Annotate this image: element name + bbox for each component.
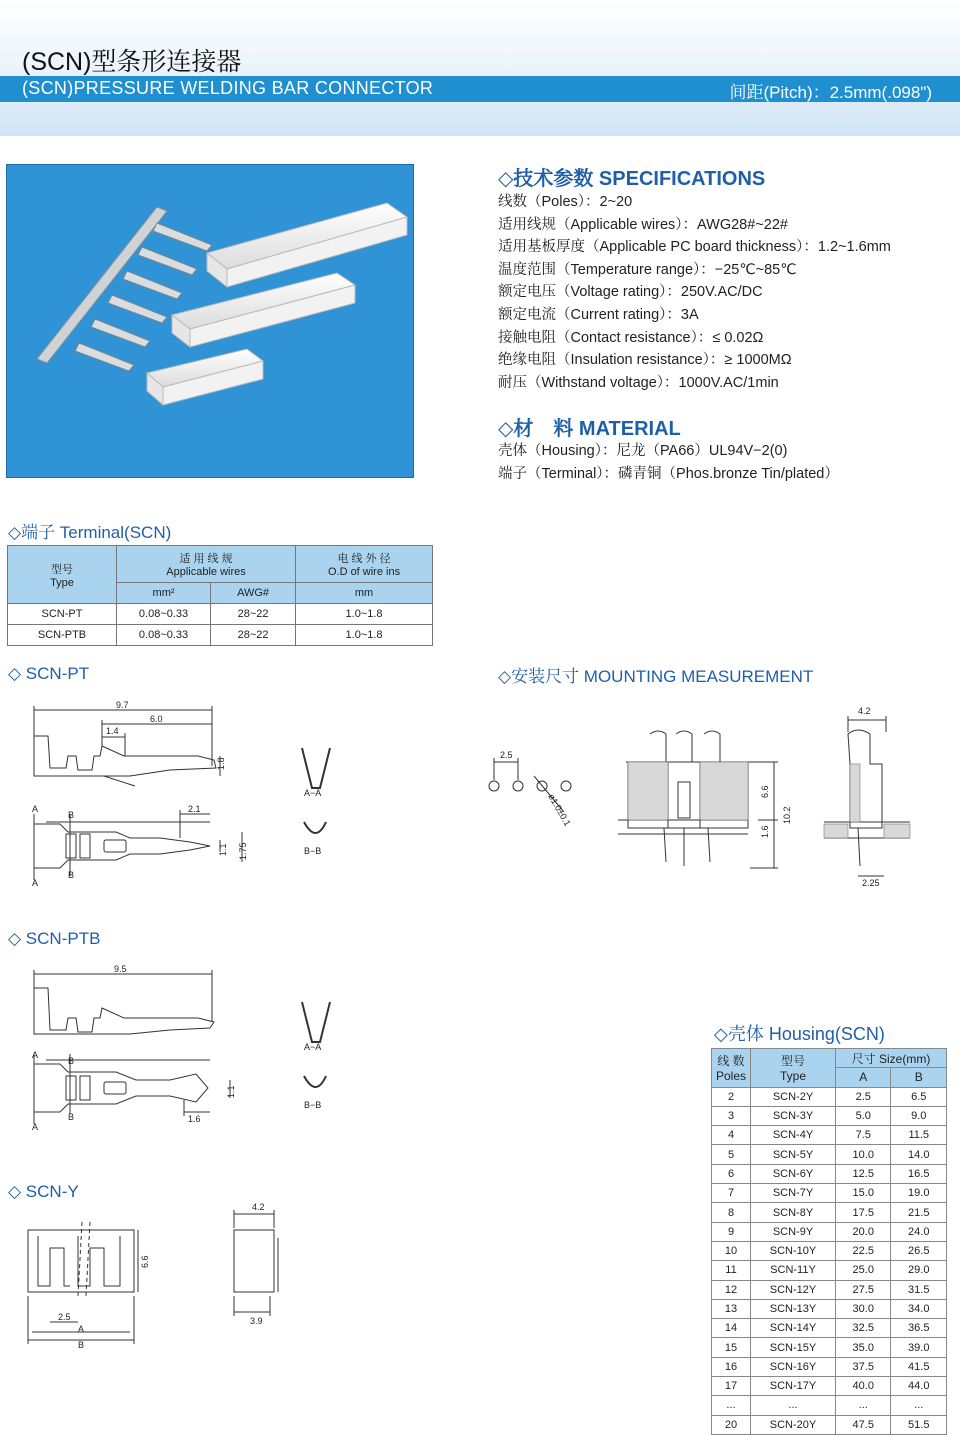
table-row: 16 SCN-16Y 37.5 41.5 bbox=[712, 1357, 947, 1376]
terminal-subheader-awg: AWG# bbox=[211, 583, 296, 604]
page-title-cn: (SCN)型条形连接器 bbox=[22, 48, 242, 76]
svg-text:3.9: 3.9 bbox=[250, 1316, 263, 1326]
table-row: SCN-PT 0.08~0.33 28~22 1.0~1.8 bbox=[8, 604, 433, 625]
terminal-subheader-mm: mm bbox=[296, 583, 433, 604]
spec-voltage-rating: 额定电压（Voltage rating）：250V.AC/DC bbox=[498, 284, 763, 301]
scn-ptb-heading: ◇ SCN-PTB bbox=[8, 929, 101, 948]
svg-text:2.5: 2.5 bbox=[58, 1312, 71, 1322]
svg-text:1.1: 1.1 bbox=[218, 843, 228, 856]
svg-text:A: A bbox=[32, 878, 39, 888]
table-row: 4 SCN-4Y 7.5 11.5 bbox=[712, 1126, 947, 1145]
table-row: SCN-PTB 0.08~0.33 28~22 1.0~1.8 bbox=[8, 625, 433, 646]
svg-text:6.6: 6.6 bbox=[140, 1255, 150, 1268]
housing-header-poles: 线 数 Poles bbox=[712, 1049, 751, 1088]
scn-pt-heading: ◇ SCN-PT bbox=[8, 664, 90, 683]
table-row: 17 SCN-17Y 40.0 44.0 bbox=[712, 1377, 947, 1396]
svg-text:A: A bbox=[32, 1122, 39, 1132]
svg-text:A−A: A−A bbox=[304, 788, 322, 798]
terminal-heading: ◇端子 Terminal(SCN) bbox=[8, 523, 172, 542]
table-row: 3 SCN-3Y 5.0 9.0 bbox=[712, 1106, 947, 1125]
table-row: 13 SCN-13Y 30.0 34.0 bbox=[712, 1299, 947, 1318]
terminal-table bbox=[7, 545, 433, 646]
terminal-header-wires: 适 用 线 规 Applicable wires bbox=[117, 546, 296, 583]
table-row: 11 SCN-11Y 25.0 29.0 bbox=[712, 1261, 947, 1280]
material-housing: 壳体（Housing）：尼龙（PA66）UL94V−2(0) bbox=[498, 443, 788, 459]
spec-insulation-resistance: 绝缘电阻（Insulation resistance）：≥ 1000MΩ bbox=[498, 352, 792, 369]
spec-applicable-wires: 适用线规（Applicable wires）：AWG28#~22# bbox=[498, 216, 788, 233]
svg-text:2.1: 2.1 bbox=[188, 804, 201, 814]
svg-text:ø1.0±0.1: ø1.0±0.1 bbox=[546, 792, 573, 828]
spec-pc-board-thickness: 适用基板厚度（Applicable PC board thickness）：1.2~1.6mm bbox=[498, 239, 891, 256]
table-row: 9 SCN-9Y 20.0 24.0 bbox=[712, 1222, 947, 1241]
svg-text:6.6: 6.6 bbox=[760, 785, 770, 798]
svg-text:1.8: 1.8 bbox=[216, 757, 226, 770]
table-row: 12 SCN-12Y 27.5 31.5 bbox=[712, 1280, 947, 1299]
housing-header-b: B bbox=[891, 1068, 947, 1087]
pitch-label: 间距(Pitch)：2.5mm(.098") bbox=[729, 83, 932, 102]
connector-illustration bbox=[7, 165, 413, 477]
svg-text:A: A bbox=[32, 804, 39, 814]
svg-text:2.5: 2.5 bbox=[500, 750, 513, 760]
svg-text:B: B bbox=[68, 1112, 75, 1122]
svg-text:B: B bbox=[68, 1056, 75, 1066]
table-row: 14 SCN-14Y 32.5 36.5 bbox=[712, 1319, 947, 1338]
material-heading: ◇材 料 MATERIAL bbox=[498, 418, 681, 440]
housing-header-size: 尺寸 Size(mm) bbox=[836, 1049, 947, 1068]
svg-text:A−A: A−A bbox=[304, 1042, 322, 1052]
table-row: 6 SCN-6Y 12.5 16.5 bbox=[712, 1164, 947, 1183]
housing-heading: ◇壳体 Housing(SCN) bbox=[714, 1024, 885, 1044]
svg-text:4.2: 4.2 bbox=[858, 706, 871, 716]
table-row: ... ... ... ... bbox=[712, 1396, 947, 1415]
scn-ptb-drawing bbox=[20, 962, 350, 1142]
housing-table bbox=[711, 1048, 947, 1435]
svg-text:1.6: 1.6 bbox=[760, 825, 770, 838]
specifications-list bbox=[498, 191, 891, 394]
spec-current-rating: 额定电流（Current rating）：3A bbox=[498, 306, 699, 323]
product-photo bbox=[6, 164, 414, 478]
scn-y-drawing bbox=[20, 1196, 320, 1356]
svg-text:A: A bbox=[32, 1050, 39, 1060]
terminal-header-od: 电 线 外 径 O.D of wire ins bbox=[296, 546, 433, 583]
terminal-subheader-mm2: mm² bbox=[117, 583, 211, 604]
svg-text:10.2: 10.2 bbox=[782, 806, 792, 824]
page-title-en: (SCN)PRESSURE WELDING BAR CONNECTOR bbox=[22, 78, 434, 98]
scn-pt-drawing bbox=[20, 696, 350, 896]
spec-withstand-voltage: 耐压（Withstand voltage）：1000V.AC/1min bbox=[498, 374, 779, 391]
svg-text:B: B bbox=[68, 810, 75, 820]
housing-header-type: 型号 Type bbox=[751, 1049, 836, 1088]
spec-temperature-range: 温度范围（Temperature range）：−25℃~85℃ bbox=[498, 261, 797, 278]
svg-text:B−B: B−B bbox=[304, 1100, 322, 1110]
table-row: 2 SCN-2Y 2.5 6.5 bbox=[712, 1087, 947, 1106]
svg-text:1.75: 1.75 bbox=[238, 842, 248, 860]
svg-text:9.7: 9.7 bbox=[116, 700, 129, 710]
spec-poles: 线数（Poles）：2~20 bbox=[498, 194, 633, 210]
table-row: 8 SCN-8Y 17.5 21.5 bbox=[712, 1203, 947, 1222]
housing-header-a: A bbox=[836, 1068, 891, 1087]
svg-text:2.25: 2.25 bbox=[862, 878, 880, 888]
svg-text:A: A bbox=[78, 1324, 85, 1334]
svg-text:B−B: B−B bbox=[304, 846, 322, 856]
material-terminal: 端子（Terminal）：磷青铜（Phos.bronze Tin/plated） bbox=[498, 465, 839, 482]
svg-text:1.6: 1.6 bbox=[188, 1114, 201, 1124]
terminal-header-type: 型号 Type bbox=[8, 546, 117, 604]
table-row: 15 SCN-15Y 35.0 39.0 bbox=[712, 1338, 947, 1357]
material-list bbox=[498, 440, 839, 485]
mounting-drawing bbox=[478, 700, 918, 890]
svg-text:9.5: 9.5 bbox=[114, 964, 127, 974]
svg-text:B: B bbox=[78, 1340, 85, 1350]
table-row: 5 SCN-5Y 10.0 14.0 bbox=[712, 1145, 947, 1164]
table-row: 20 SCN-20Y 47.5 51.5 bbox=[712, 1415, 947, 1434]
mounting-heading: ◇安装尺寸 MOUNTING MEASUREMENT bbox=[498, 667, 814, 686]
specifications-heading: ◇技术参数 SPECIFICATIONS bbox=[498, 168, 766, 190]
svg-text:1.4: 1.4 bbox=[106, 726, 119, 736]
scn-y-heading: ◇ SCN-Y bbox=[8, 1182, 79, 1201]
spec-contact-resistance: 接触电阻（Contact resistance）：≤ 0.02Ω bbox=[498, 329, 764, 346]
svg-text:1.1: 1.1 bbox=[226, 1085, 236, 1098]
table-row: 7 SCN-7Y 15.0 19.0 bbox=[712, 1184, 947, 1203]
svg-text:B: B bbox=[68, 870, 75, 880]
svg-text:4.2: 4.2 bbox=[252, 1202, 265, 1212]
table-row: 10 SCN-10Y 22.5 26.5 bbox=[712, 1241, 947, 1260]
svg-text:6.0: 6.0 bbox=[150, 714, 163, 724]
